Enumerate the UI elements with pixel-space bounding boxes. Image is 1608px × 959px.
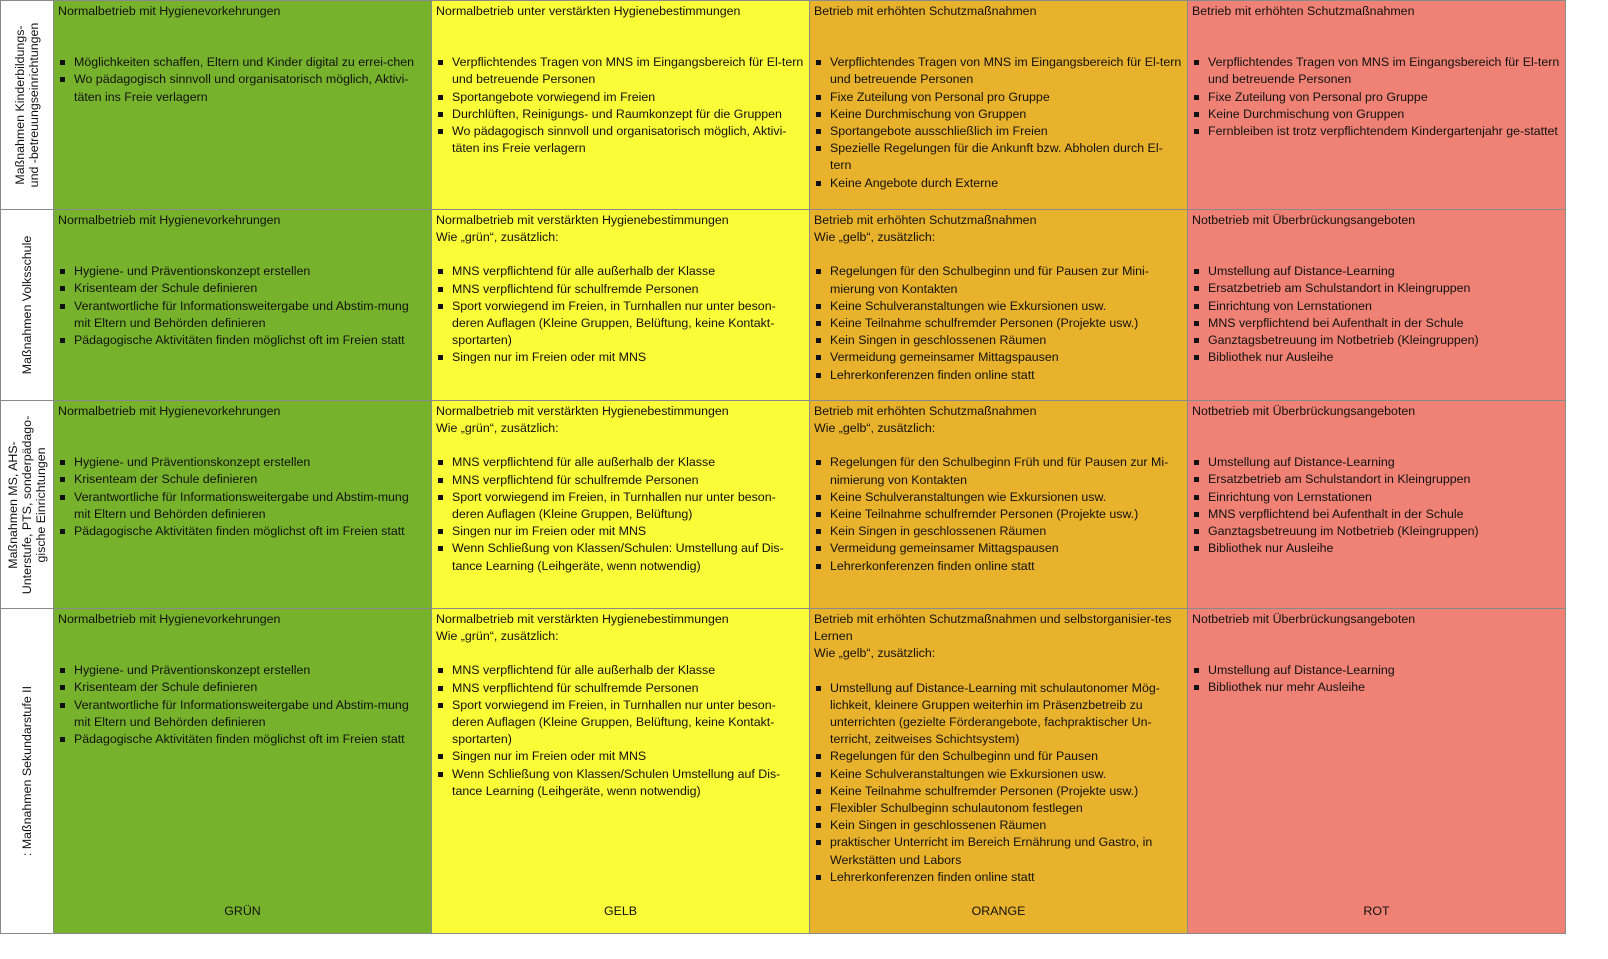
table-row (1, 401, 1566, 609)
cell-gelb (432, 1, 810, 210)
cell-heading: Betrieb mit erhöhten Schutzmaßnahmen (814, 213, 1037, 227)
cell-heading: Notbetrieb mit Überbrückungsangeboten (1192, 404, 1416, 418)
phase-label-gruen: GRÜN (224, 903, 261, 918)
cell-gelb (432, 401, 810, 609)
list-item: Bibliothek nur mehr Ausleihe (1192, 679, 1561, 696)
cell-heading: Normalbetrieb mit Hygienevorkehrungen (58, 4, 281, 18)
row-header-line: Maßnahmen MS, AHS- (6, 440, 20, 569)
measures-list (1192, 454, 1561, 557)
list-item: Ganztagsbetreuung im Notbetrieb (Kleingruppen) (1192, 332, 1561, 349)
list-item: Umstellung auf Distance-Learning (1192, 454, 1561, 471)
list-item: Einrichtung von Lernstationen (1192, 298, 1561, 315)
cell-gruen (54, 401, 432, 609)
phase-label-gelb: GELB (603, 903, 638, 918)
list-item: Verantwortliche für Informationsweitergabe und Abstim-mung mit Eltern und Behörden definieren (58, 697, 427, 731)
cell-rot (1188, 1, 1566, 210)
list-item: Umstellung auf Distance-Learning (1192, 263, 1561, 280)
list-item: Durchlüften, Reinigungs- und Raumkonzept für die Gruppen (436, 106, 805, 123)
list-item: Hygiene- und Präventionskonzept erstellen (58, 263, 427, 280)
measures-list (436, 54, 805, 157)
list-item: Fixe Zuteilung von Personal pro Gruppe (814, 89, 1183, 106)
row-header-line: Maßnahmen Volksschule (20, 235, 34, 375)
measures-list (814, 54, 1183, 192)
list-item: Ganztagsbetreuung im Notbetrieb (Kleingruppen) (1192, 523, 1561, 540)
list-item: Wenn Schließung von Klassen/Schulen Umstellung auf Dis-tance Learning (Leihgeräte, wenn notwendig) (436, 766, 805, 800)
list-item: MNS verpflichtend für alle außerhalb der Klasse (436, 454, 805, 471)
cell-heading: Betrieb mit erhöhten Schutzmaßnahmen (1192, 4, 1415, 18)
list-item: Wo pädagogisch sinnvoll und organisatorisch möglich, Aktivi-täten ins Freie verlagern (58, 71, 427, 105)
list-item: Regelungen für den Schulbeginn und für Pausen (814, 748, 1183, 765)
measures-list (814, 454, 1183, 574)
cell-intro: Wie „grün“, zusätzlich: (436, 629, 559, 644)
row-header (1, 1, 54, 210)
cell-gruen (54, 609, 432, 934)
list-item: MNS verpflichtend bei Aufenthalt in der Schule (1192, 315, 1561, 332)
cell-gruen (54, 210, 432, 401)
cell-heading: Normalbetrieb unter verstärkten Hygienebestimmungen (436, 4, 741, 18)
cell-heading: Betrieb mit erhöhten Schutzmaßnahmen und selbstorganisier-tes Lernen (814, 612, 1172, 644)
list-item: MNS verpflichtend für schulfremde Personen (436, 472, 805, 489)
cell-intro: Wie „gelb“, zusätzlich: (814, 230, 936, 245)
cell-orange (810, 210, 1188, 401)
table-row (1, 210, 1566, 401)
list-item: Vermeidung gemeinsamer Mittagspausen (814, 349, 1183, 366)
list-item: Kein Singen in geschlossenen Räumen (814, 817, 1183, 834)
row-header (1, 609, 54, 934)
measures-list (1192, 263, 1561, 366)
list-item: Singen nur im Freien oder mit MNS (436, 349, 805, 366)
list-item: Sportangebote vorwiegend im Freien (436, 89, 805, 106)
cell-heading: Normalbetrieb mit verstärkten Hygienebestimmungen (436, 213, 729, 227)
cell-heading: Betrieb mit erhöhten Schutzmaßnahmen (814, 404, 1037, 418)
cell-gelb (432, 210, 810, 401)
row-header (1, 401, 54, 609)
measures-list (814, 263, 1183, 383)
cell-gruen (54, 1, 432, 210)
cell-heading: Normalbetrieb mit Hygienevorkehrungen (58, 404, 281, 418)
measures-list (436, 263, 805, 366)
cell-intro: Wie „grün“, zusätzlich: (436, 421, 559, 436)
list-item: Bibliothek nur Ausleihe (1192, 349, 1561, 366)
cell-rot (1188, 401, 1566, 609)
phase-label-rot: ROT (1363, 903, 1390, 918)
list-item: Umstellung auf Distance-Learning mit schulautonomer Mög-lichkeit, kleinere Gruppen weiterhin im Präsenzbetreib zu unterrichten (gezielte Förderangebote, fachpraktischer Un-terricht, zeitweises Schichtsystem) (814, 680, 1183, 749)
list-item: Keine Schulveranstaltungen wie Exkursionen usw. (814, 298, 1183, 315)
cell-orange (810, 1, 1188, 210)
list-item: Krisenteam der Schule definieren (58, 679, 427, 696)
list-item: Regelungen für den Schulbeginn und für Pausen zur Mini-mierung von Kontakten (814, 263, 1183, 297)
list-item: Vermeidung gemeinsamer Mittagspausen (814, 540, 1183, 557)
table-body (1, 1, 1566, 934)
list-item: Keine Angebote durch Externe (814, 175, 1183, 192)
list-item: Einrichtung von Lernstationen (1192, 489, 1561, 506)
list-item: Fixe Zuteilung von Personal pro Gruppe (1192, 89, 1561, 106)
measures-list (58, 263, 427, 349)
row-header-line: gische Einrichtungen (34, 446, 48, 563)
cell-rot (1188, 609, 1566, 934)
list-item: Wo pädagogisch sinnvoll und organisatorisch möglich, Aktivi-täten ins Freie verlagern (436, 123, 805, 157)
list-item: Umstellung auf Distance-Learning (1192, 662, 1561, 679)
list-item: Keine Durchmischung von Gruppen (1192, 106, 1561, 123)
list-item: Verpflichtendes Tragen von MNS im Eingangsbereich für El-tern und betreuende Personen (814, 54, 1183, 88)
list-item: Ersatzbetrieb am Schulstandort in Kleingruppen (1192, 471, 1561, 488)
list-item: Pädagogische Aktivitäten finden möglichst oft im Freien statt (58, 332, 427, 349)
row-header-line: Unterstufe, PTS, sonderpädago- (20, 415, 34, 594)
list-item: Singen nur im Freien oder mit MNS (436, 748, 805, 765)
cell-intro: Wie „grün“, zusätzlich: (436, 230, 559, 245)
cell-rot (1188, 210, 1566, 401)
cell-heading: Normalbetrieb mit Hygienevorkehrungen (58, 612, 281, 626)
list-item: Verpflichtendes Tragen von MNS im Eingangsbereich für El-tern und betreuende Personen (1192, 54, 1561, 88)
list-item: Sport vorwiegend im Freien, in Turnhallen nur unter beson-deren Auflagen (Kleine Gruppen, Belüftung, keine Kontakt-sportarten) (436, 697, 805, 749)
list-item: Keine Teilnahme schulfremder Personen (Projekte usw.) (814, 315, 1183, 332)
list-item: Sport vorwiegend im Freien, in Turnhallen nur unter beson-deren Auflagen (Kleine Gruppen, Belüftung) (436, 489, 805, 523)
list-item: Hygiene- und Präventionskonzept erstellen (58, 454, 427, 471)
row-header-label (20, 686, 34, 856)
measures-list (58, 662, 427, 748)
cell-orange (810, 609, 1188, 934)
cell-gelb (432, 609, 810, 934)
list-item: MNS verpflichtend bei Aufenthalt in der Schule (1192, 506, 1561, 523)
list-item: Verantwortliche für Informationsweitergabe und Abstim-mung mit Eltern und Behörden definieren (58, 489, 427, 523)
cell-intro: Wie „gelb“, zusätzlich: (814, 646, 936, 661)
list-item: MNS verpflichtend für alle außerhalb der Klasse (436, 662, 805, 679)
list-item: Keine Teilnahme schulfremder Personen (Projekte usw.) (814, 783, 1183, 800)
measures-list (814, 680, 1183, 886)
list-item: Wenn Schließung von Klassen/Schulen: Umstellung auf Dis-tance Learning (Leihgeräte, wenn notwendig) (436, 540, 805, 574)
list-item: Lehrerkonferenzen finden online statt (814, 367, 1183, 384)
list-item: Verpflichtendes Tragen von MNS im Eingangsbereich für El-tern und betreuende Personen (436, 54, 805, 88)
list-item: Regelungen für den Schulbeginn Früh und für Pausen zur Mi-nimierung von Kontakten (814, 454, 1183, 488)
cell-heading: Notbetrieb mit Überbrückungsangeboten (1192, 213, 1416, 227)
row-header-line: Maßnahmen Kinderbildungs- (13, 25, 27, 185)
cell-heading: Normalbetrieb mit verstärkten Hygienebestimmungen (436, 404, 729, 418)
list-item: Ersatzbetrieb am Schulstandort in Kleingruppen (1192, 280, 1561, 297)
list-item: Krisenteam der Schule definieren (58, 471, 427, 488)
measures-list (58, 454, 427, 540)
list-item: Keine Schulveranstaltungen wie Exkursionen usw. (814, 489, 1183, 506)
row-header-label (20, 236, 34, 374)
list-item: Hygiene- und Präventionskonzept erstellen (58, 662, 427, 679)
list-item: Spezielle Regelungen für die Ankunft bzw. Abholen durch El-tern (814, 140, 1183, 174)
cell-heading: Betrieb mit erhöhten Schutzmaßnahmen (814, 4, 1037, 18)
list-item: Krisenteam der Schule definieren (58, 280, 427, 297)
list-item: Bibliothek nur Ausleihe (1192, 540, 1561, 557)
cell-heading: Notbetrieb mit Überbrückungsangeboten (1192, 612, 1416, 626)
list-item: Möglichkeiten schaffen, Eltern und Kinder digital zu errei-chen (58, 54, 427, 71)
row-header (1, 210, 54, 401)
list-item: Lehrerkonferenzen finden online statt (814, 558, 1183, 575)
measures-list (1192, 54, 1561, 140)
list-item: Sport vorwiegend im Freien, in Turnhallen nur unter beson-deren Auflagen (Kleine Gruppen, Belüftung, keine Kontakt-sportarten) (436, 298, 805, 350)
table-row (1, 1, 1566, 210)
cell-heading: Normalbetrieb mit verstärkten Hygienebestimmungen (436, 612, 729, 626)
list-item: Lehrerkonferenzen finden online statt (814, 869, 1183, 886)
list-item: Pädagogische Aktivitäten finden möglichst oft im Freien statt (58, 523, 427, 540)
row-header-label (13, 23, 41, 188)
row-header-line: : Maßnahmen Sekundarstufe II (20, 685, 34, 857)
list-item: MNS verpflichtend für schulfremde Personen (436, 680, 805, 697)
list-item: Keine Teilnahme schulfremder Personen (Projekte usw.) (814, 506, 1183, 523)
measures-list (436, 662, 805, 800)
table-row (1, 609, 1566, 934)
cell-heading: Normalbetrieb mit Hygienevorkehrungen (58, 213, 281, 227)
measures-list (1192, 662, 1561, 696)
list-item: MNS verpflichtend für schulfremde Personen (436, 281, 805, 298)
list-item: Pädagogische Aktivitäten finden möglichst oft im Freien statt (58, 731, 427, 748)
row-header-label (6, 415, 48, 593)
list-item: Keine Schulveranstaltungen wie Exkursionen usw. (814, 766, 1183, 783)
list-item: Flexibler Schulbeginn schulautonom festlegen (814, 800, 1183, 817)
cell-intro: Wie „gelb“, zusätzlich: (814, 421, 936, 436)
list-item: Kein Singen in geschlossenen Räumen (814, 332, 1183, 349)
phase-label-orange: ORANGE (971, 903, 1026, 918)
list-item: Fernbleiben ist trotz verpflichtendem Kindergartenjahr ge-stattet (1192, 123, 1561, 140)
list-item: Verantwortliche für Informationsweitergabe und Abstim-mung mit Eltern und Behörden definieren (58, 298, 427, 332)
measures-list (436, 454, 805, 574)
cell-orange (810, 401, 1188, 609)
list-item: MNS verpflichtend für alle außerhalb der Klasse (436, 263, 805, 280)
list-item: praktischer Unterricht im Bereich Ernährung und Gastro, in Werkstätten und Labors (814, 834, 1183, 868)
list-item: Sportangebote ausschließlich im Freien (814, 123, 1183, 140)
list-item: Kein Singen in geschlossenen Räumen (814, 523, 1183, 540)
measures-list (58, 54, 427, 106)
row-header-line: und -betreuungseinrichtungen (27, 22, 41, 188)
list-item: Keine Durchmischung von Gruppen (814, 106, 1183, 123)
list-item: Singen nur im Freien oder mit MNS (436, 523, 805, 540)
